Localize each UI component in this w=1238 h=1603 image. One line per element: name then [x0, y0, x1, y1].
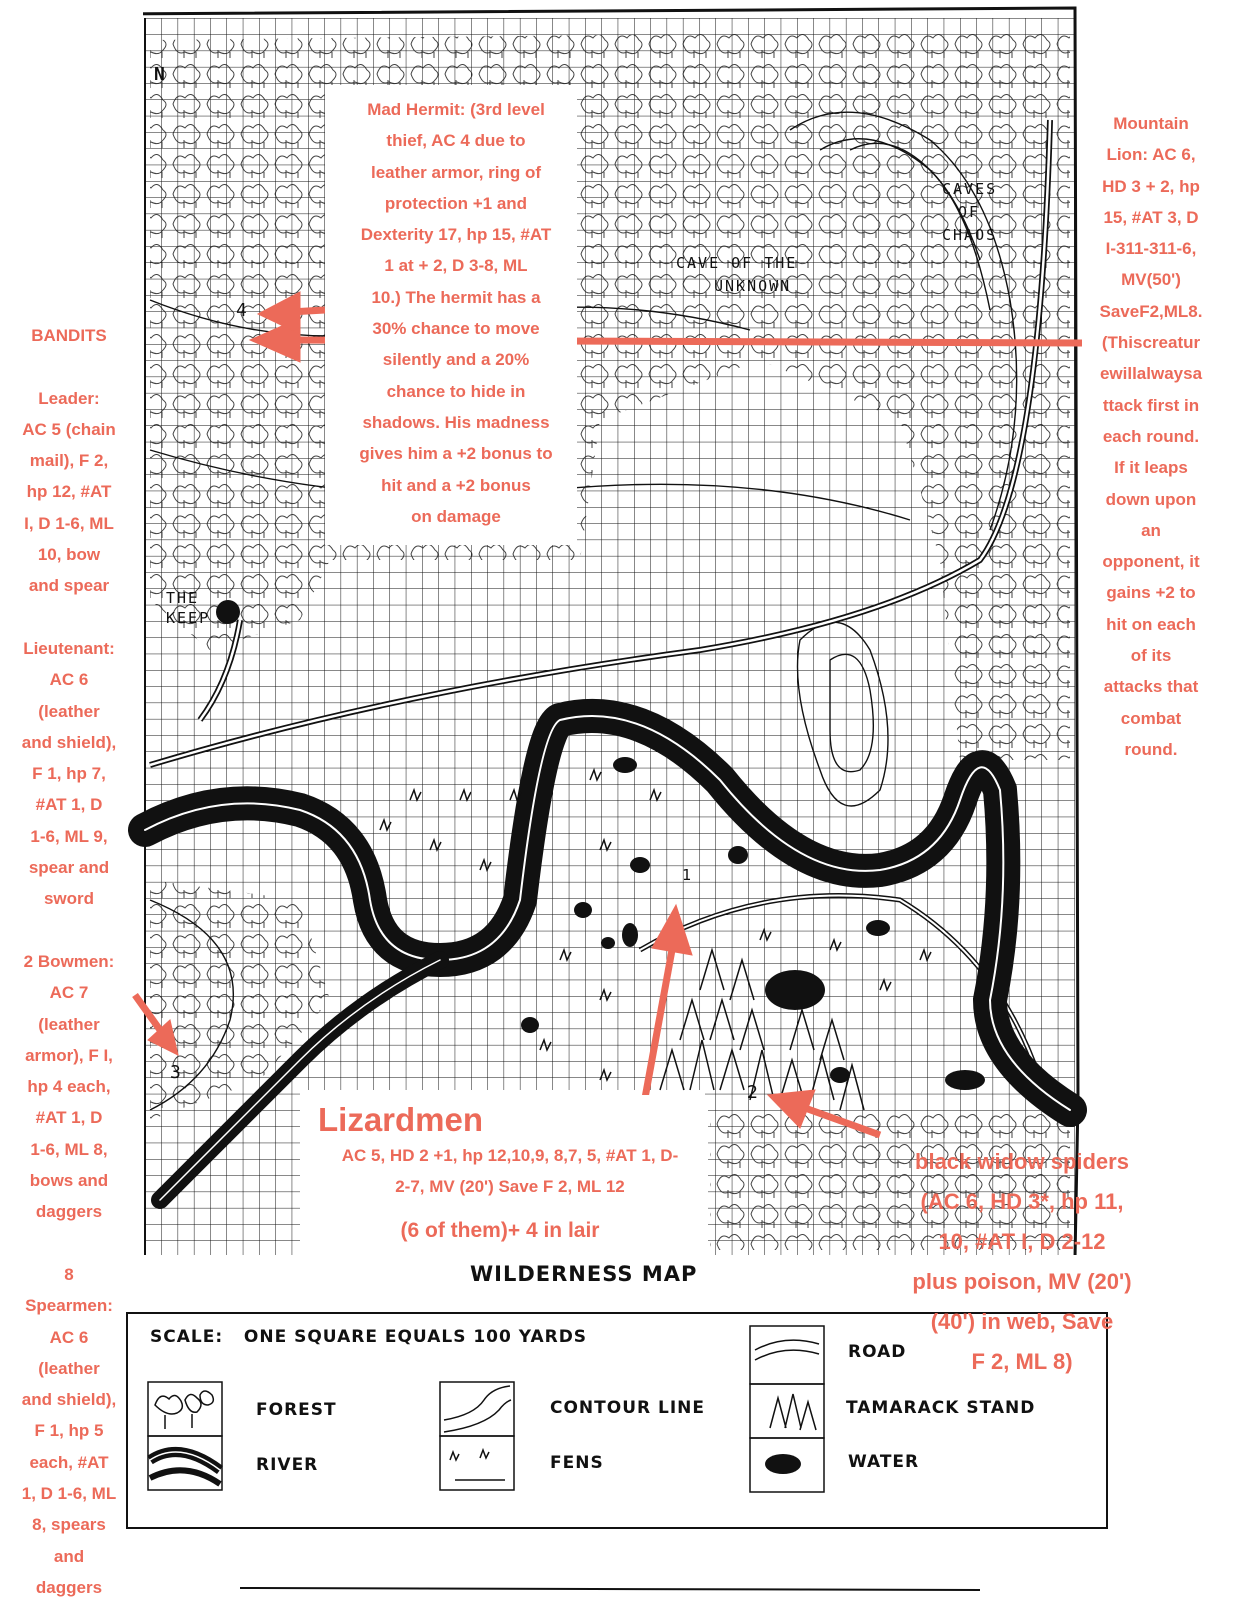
bandits-annotation: BANDITS Leader: AC 5 (chain mail), F 2, hp 12, #AT I, D 1-6, ML 10, bow and spear Lieutenant: AC 6 (leather and shield), F 1, hp 7, #AT 1, D 1-6, ML 9, spear and sword 2 Bowmen: AC 7 (leather armor), F I, hp 4 each, #AT 1, D 1-6, ML 8, bows and daggers 8 Spearmen: AC 6 (leather and shield), F 1, hp 5 each, #AT 1, D 1-6, ML 8, spears and daggers — [21, 326, 117, 1597]
scale-text: ONE SQUARE EQUALS 100 YARDS — [243, 1327, 588, 1347]
caves-of-chaos-label — [942, 178, 997, 247]
marker-4: 4 — [236, 300, 249, 321]
caves-label-line-1: CAVES — [942, 180, 998, 198]
cave-unknown-line-2: UNKNOWN — [714, 277, 792, 295]
the-keep-label — [166, 588, 210, 628]
caves-label-line-2: OF — [958, 203, 981, 221]
mad-hermit-annotation: Mad Hermit: (3rd level thief, AC 4 due to leather armor, ring of protection +1 and Dexterity 17, hp 15, #AT 1 at + 2, D 3-8, ML 10.) The hermit has a 30% chance to move silently and a 20% chance to hide in shadows. His madness gives him a +2 bonus to hit and a +2 bonus on damage — [359, 100, 553, 526]
scale-label: SCALE: — [150, 1327, 224, 1347]
legend-water: WATER — [848, 1452, 920, 1472]
legend-road: ROAD — [848, 1342, 907, 1362]
marker-2: 2 — [747, 1082, 760, 1103]
cave-unknown-line-1: CAVE OF THE — [676, 254, 798, 272]
caves-label-line-3: CHAOS — [942, 226, 998, 244]
cave-of-the-unknown-label — [676, 252, 797, 298]
legend-fens: FENS — [550, 1453, 604, 1473]
legend-scale — [150, 1327, 587, 1347]
mountain-lion-annotation: Mountain Lion: AC 6, HD 3 + 2, hp 15, #AT 3, D I-311-311-6, MV(50') SaveF2,ML8. (Thiscreatur ewillalwaysa ttack first in each round. If it leaps down upon an opponent, it gains +2 to hit on each of its attacks that combat round. — [1099, 114, 1203, 759]
legend-contour-line: CONTOUR LINE — [550, 1398, 706, 1418]
keep-line-1: THE — [166, 589, 200, 607]
north-marker: N — [154, 64, 167, 85]
lizardmen-count: (6 of them)+ 4 in lair — [400, 1219, 600, 1242]
keep-line-2: KEEP — [166, 609, 211, 627]
legend-forest: FOREST — [256, 1400, 337, 1420]
legend-tamarack-stand: TAMARACK STAND — [846, 1398, 1036, 1418]
black-widow-spiders-annotation: black widow spiders (AC 6, HD 3*, hp 11, 10, #AT I, D 2-12 plus poison, MV (20') (40') in web, Save F 2, ML 8) — [912, 1149, 1132, 1374]
marker-1: 1 — [682, 866, 694, 884]
legend-river: RIVER — [256, 1455, 319, 1475]
map-title: WILDERNESS MAP — [470, 1262, 698, 1286]
lizardmen-title: Lizardmen — [318, 1101, 484, 1138]
lizardmen-stats: AC 5, HD 2 +1, hp 12,10,9, 8,7, 5, #AT 1, D- 2-7, MV (20') Save F 2, ML 12 — [341, 1146, 679, 1196]
marker-3: 3 — [170, 1062, 183, 1083]
legend-water-swatch — [765, 1454, 801, 1474]
